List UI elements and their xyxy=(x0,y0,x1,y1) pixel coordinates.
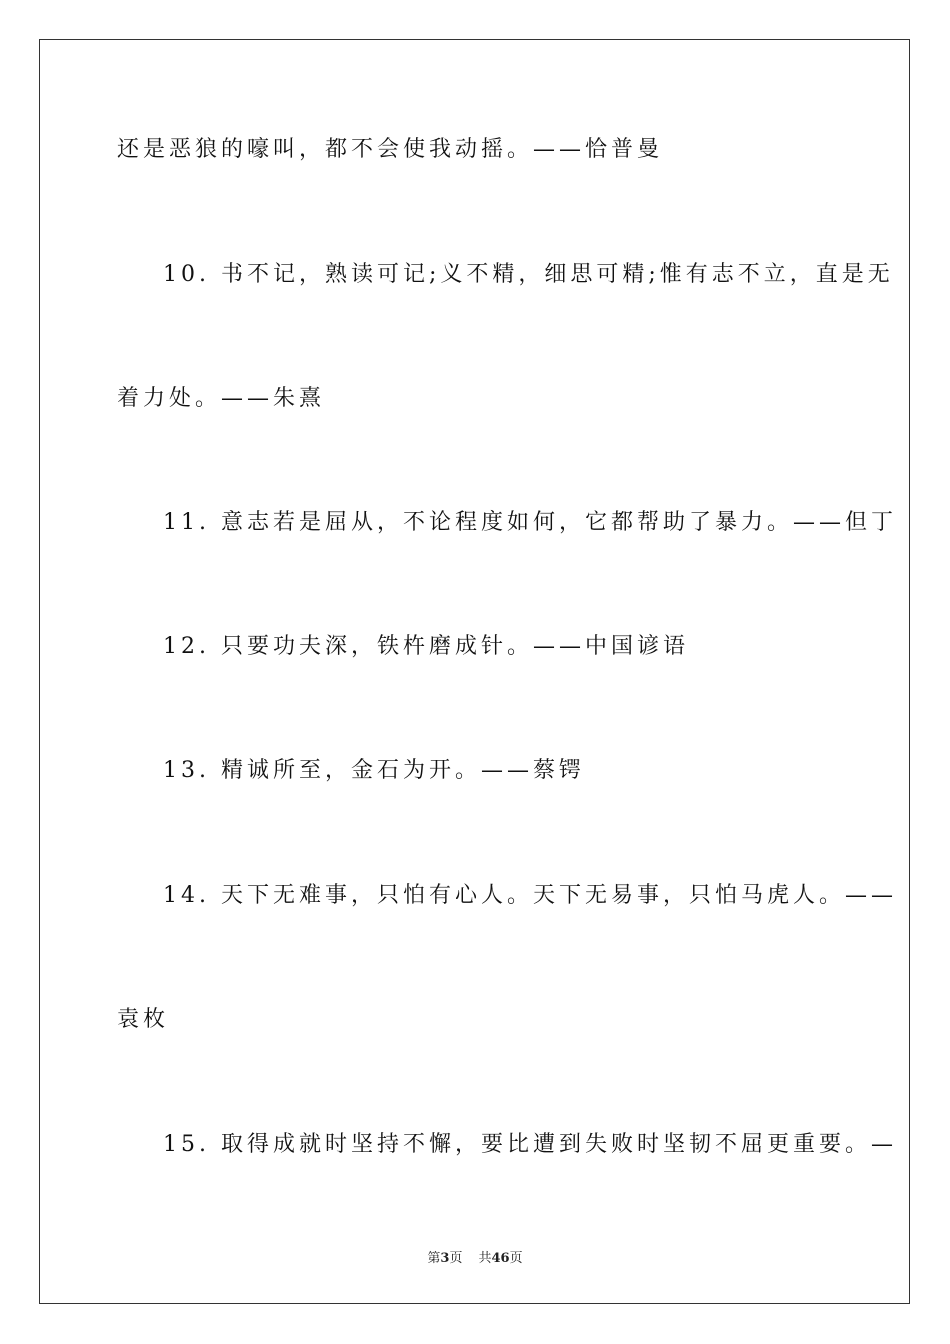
total-prefix: 共 xyxy=(478,1251,492,1266)
quote-12: 12. 只要功夫深，铁杵磨成针。——中国谚语 xyxy=(163,634,689,659)
quote-14-line-1: 14. 天下无难事，只怕有心人。天下无易事，只怕马虎人。—— xyxy=(163,883,897,908)
page-footer xyxy=(0,1247,950,1266)
text-line: 还是恶狼的嚎叫，都不会使我动摇。——恰普曼 xyxy=(117,137,664,162)
quote-15-line-1: 15. 取得成就时坚持不懈，要比遭到失败时坚韧不屈更重要。— xyxy=(163,1132,897,1157)
page-border xyxy=(39,39,910,1304)
quote-13: 13. 精诚所至，金石为开。——蔡锷 xyxy=(163,758,585,783)
total-pages: 46 xyxy=(491,1251,510,1266)
page-number: 3 xyxy=(440,1251,450,1266)
page-prefix: 第 xyxy=(427,1251,441,1266)
quote-10-line-2: 着力处。——朱熹 xyxy=(117,386,326,411)
page-suffix: 页 xyxy=(449,1251,463,1266)
quote-11: 11. 意志若是屈从，不论程度如何，它都帮助了暴力。——但丁 xyxy=(163,510,897,535)
total-suffix: 页 xyxy=(509,1251,523,1266)
quote-10-line-1: 10. 书不记，熟读可记;义不精，细思可精;惟有志不立，直是无 xyxy=(163,262,894,287)
quote-14-line-2: 袁枚 xyxy=(117,1007,170,1032)
